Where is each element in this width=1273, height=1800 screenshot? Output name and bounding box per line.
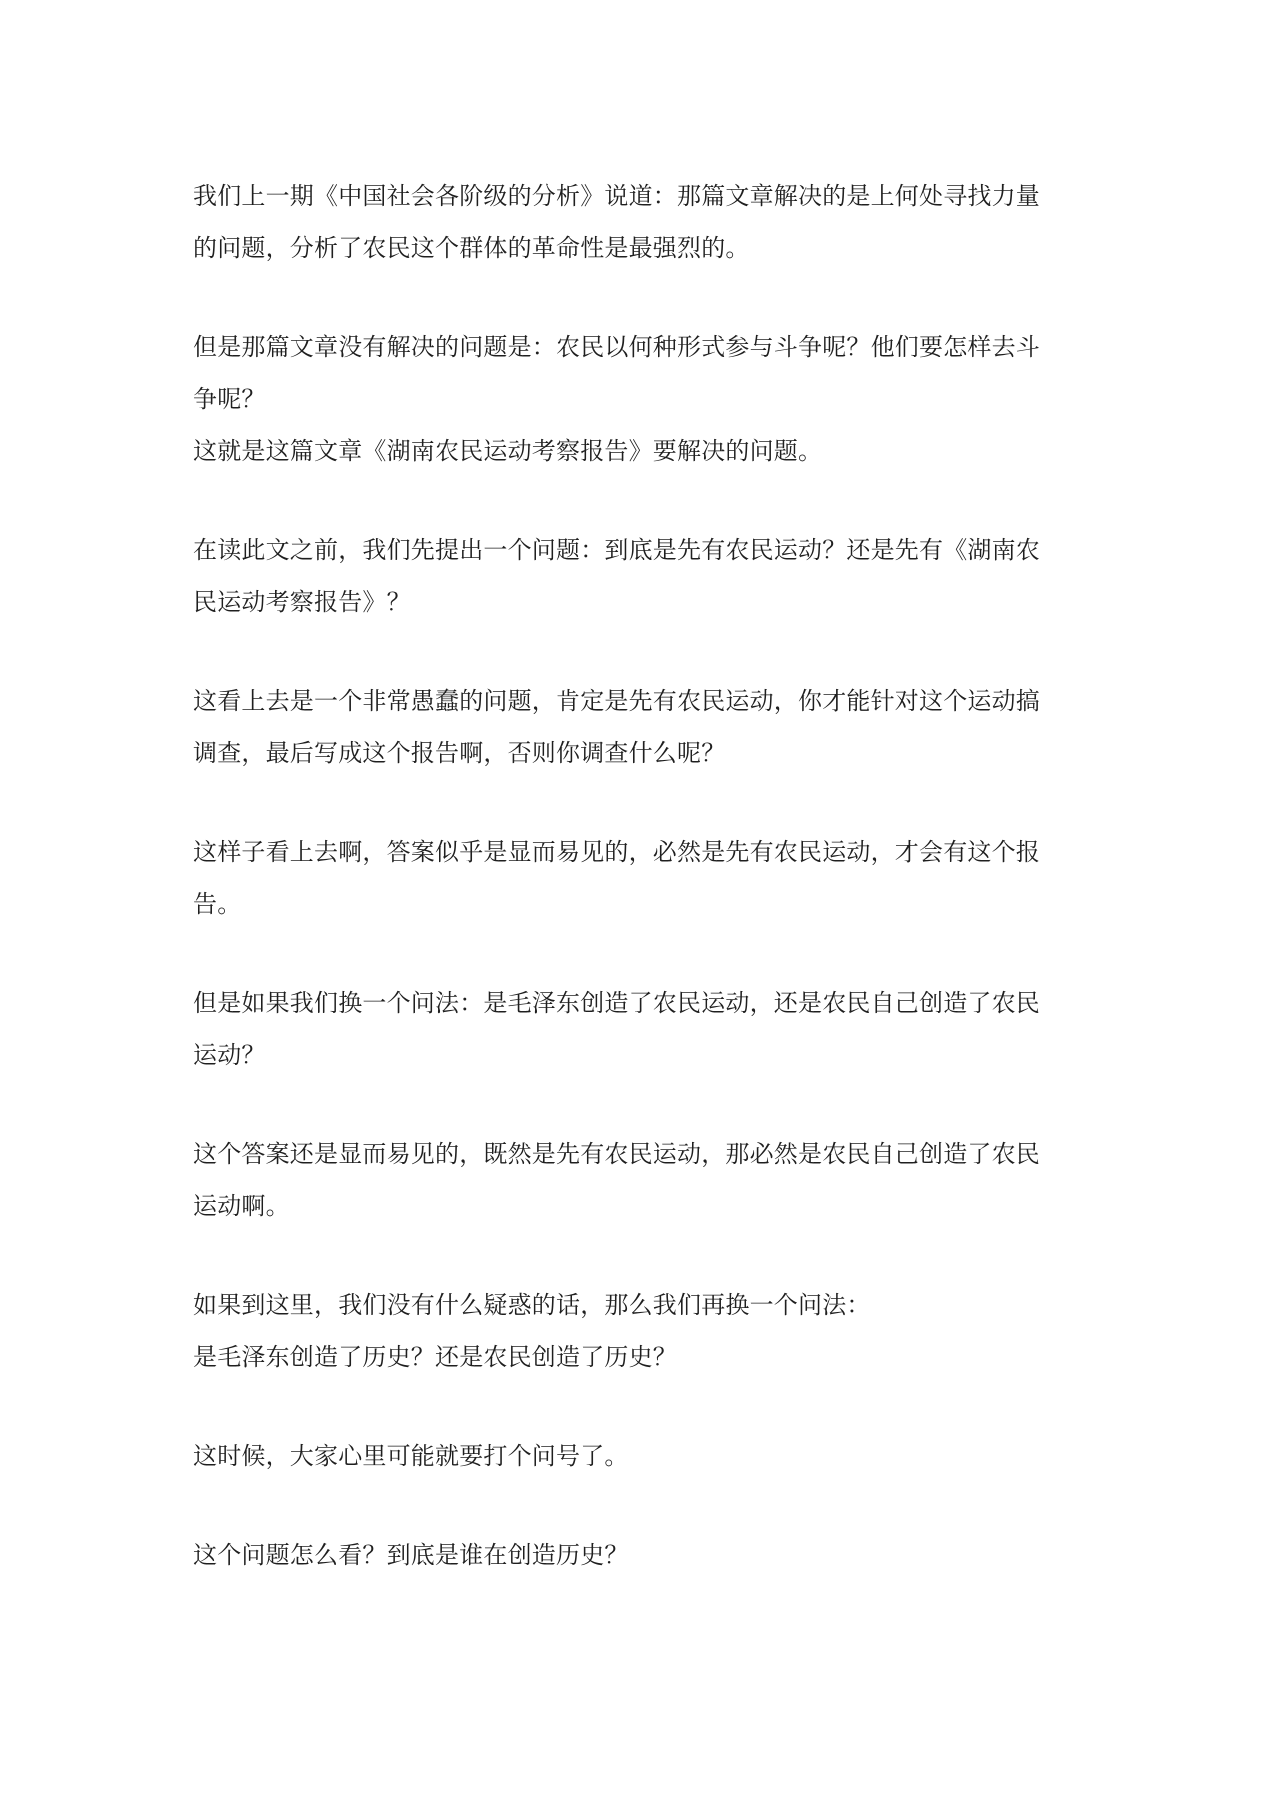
- text-line: 这样子看上去啊，答案似乎是显而易见的，必然是先有农民运动，才会有这个报: [193, 838, 1040, 866]
- text-line: 的问题，分析了农民这个群体的革命性是最强烈的。: [193, 234, 750, 262]
- text-line: 这个答案还是显而易见的，既然是先有农民运动，那必然是农民自己创造了农民: [193, 1140, 1040, 1168]
- text-line: 运动啊。: [193, 1192, 290, 1220]
- article-body: [193, 170, 1098, 1581]
- text-line: 这看上去是一个非常愚蠢的问题，肯定是先有农民运动，你才能针对这个运动搞: [193, 687, 1040, 715]
- paragraph-spacer: [193, 779, 1098, 826]
- text-line: 调查，最后写成这个报告啊，否则你调查什么呢？: [193, 739, 726, 767]
- paragraph-1: [193, 170, 1098, 274]
- text-line: 民运动考察报告》？: [193, 588, 411, 616]
- text-line: 告。: [193, 890, 242, 918]
- paragraph-spacer: [193, 274, 1098, 321]
- paragraph-8: [193, 1279, 1098, 1383]
- paragraph-9: [193, 1430, 1098, 1482]
- paragraph-2: [193, 321, 1098, 477]
- text-line: 这个问题怎么看？到底是谁在创造历史？: [193, 1541, 629, 1569]
- text-line: 这就是这篇文章《湖南农民运动考察报告》要解决的问题。: [193, 437, 823, 465]
- text-line: 争呢？: [193, 385, 266, 413]
- text-line: 这时候，大家心里可能就要打个问号了。: [193, 1442, 629, 1470]
- paragraph-spacer: [193, 930, 1098, 977]
- paragraph-4: [193, 675, 1098, 779]
- paragraph-10: [193, 1529, 1098, 1581]
- text-line: 但是如果我们换一个问法：是毛泽东创造了农民运动，还是农民自己创造了农民: [193, 989, 1040, 1017]
- text-line: 是毛泽东创造了历史？还是农民创造了历史？: [193, 1343, 677, 1371]
- paragraph-spacer: [193, 1232, 1098, 1279]
- text-line: 我们上一期《中国社会各阶级的分析》说道：那篇文章解决的是上何处寻找力量: [193, 182, 1040, 210]
- text-line: 如果到这里，我们没有什么疑惑的话，那么我们再换一个问法：: [193, 1291, 871, 1319]
- paragraph-spacer: [193, 1482, 1098, 1529]
- paragraph-6: [193, 977, 1098, 1081]
- text-line: 在读此文之前，我们先提出一个问题：到底是先有农民运动？还是先有《湖南农: [193, 536, 1040, 564]
- paragraph-5: [193, 826, 1098, 930]
- paragraph-spacer: [193, 628, 1098, 675]
- paragraph-spacer: [193, 1081, 1098, 1128]
- text-line: 但是那篇文章没有解决的问题是：农民以何种形式参与斗争呢？他们要怎样去斗: [193, 333, 1040, 361]
- paragraph-3: [193, 524, 1098, 628]
- paragraph-spacer: [193, 1383, 1098, 1430]
- paragraph-spacer: [193, 477, 1098, 524]
- paragraph-7: [193, 1128, 1098, 1232]
- text-line: 运动？: [193, 1041, 266, 1069]
